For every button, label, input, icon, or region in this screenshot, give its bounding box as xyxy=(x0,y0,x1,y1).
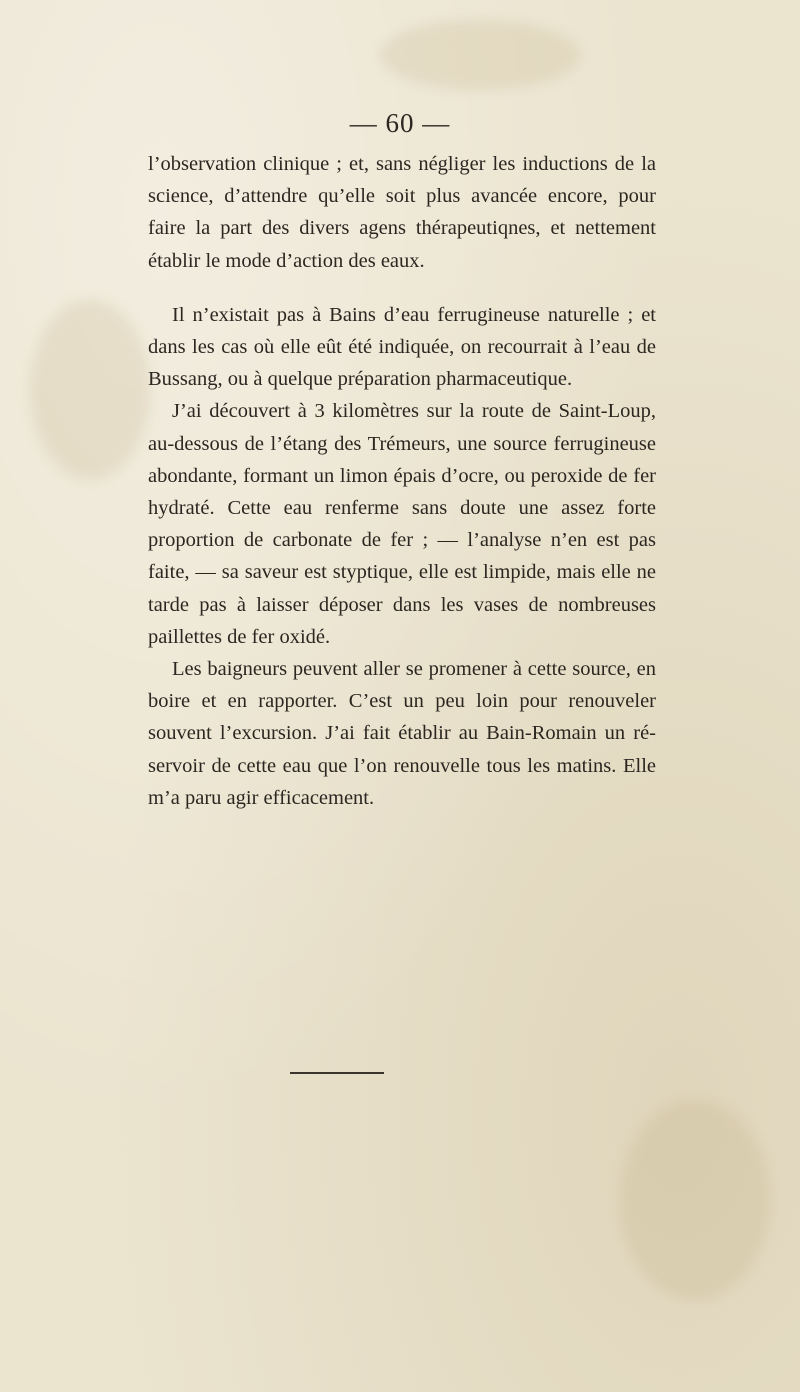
paragraph: J’ai découvert à 3 kilomètres sur la route de Saint-Loup, au-dessous de l’étang des Trémeurs, une source ferrugineuse abondante, formant un limon épais d’ocre, ou peroxide de fer hydraté. Cette eau renferme sans doute une assez forte proportion de carbonate de fer ; — l’analyse n’en est pas faite, — sa saveur est styptique, elle est limpide, mais elle ne tarde pas à laisser déposer dans les vases de nombreuses paillettes de fer oxidé. xyxy=(148,400,656,648)
paragraph: Il n’existait pas à Bains d’eau ferrugineuse naturelle ; et dans les cas où elle eût été indiquée, on recourrait à l’eau de Bussang, ou à quelque préparation pharmaceutique. xyxy=(148,303,656,391)
paragraph: l’observation clinique ; et, sans négliger les inductions de la science, d’attendre qu’elle soit plus avancée encore, pour faire la part des divers agens thérapeutiqnes, et nettement établir le mode d’action des eaux. xyxy=(148,153,656,272)
paper-stain xyxy=(620,1100,770,1300)
paper-stain xyxy=(380,20,580,90)
body-text xyxy=(148,148,656,814)
paragraph: Les baigneurs peuvent aller se promener à cette source, en boire et en rapporter. C’est un peu loin pour renouveler souvent l’excursion. J’ai fait établir au Bain-Romain un ré- servoir de cette eau que l’on renouvelle tous les matins. Elle m’a paru agir efficacement. xyxy=(148,658,656,809)
page-number-header: — 60 — xyxy=(349,108,451,138)
end-rule xyxy=(290,1072,384,1074)
paper-stain xyxy=(30,300,150,480)
